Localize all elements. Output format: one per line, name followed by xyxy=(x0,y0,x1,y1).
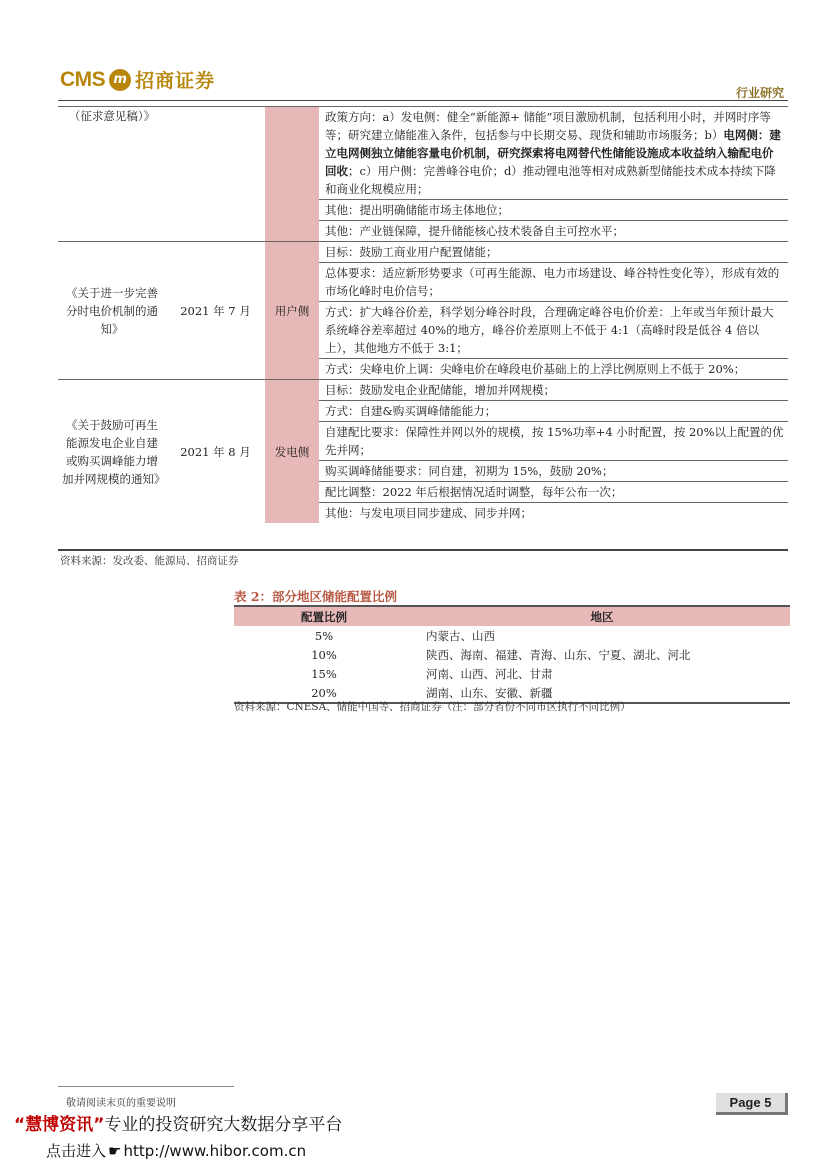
table-row xyxy=(58,380,788,401)
policy-name-cell: （征求意见稿）》 xyxy=(58,107,166,242)
detail-text: 总体要求：适应新形势要求（可再生能源、电力市场建设、峰谷特性变化等），形成有效的市场化峰时电价信号； xyxy=(325,266,780,298)
promo-quote-close: ” xyxy=(93,1115,105,1135)
promo-enter-label[interactable]: 点击进入 xyxy=(46,1142,107,1160)
detail-text: 配比调整：2022 年后根据情况适时调整，每年公布一次； xyxy=(325,485,623,499)
region-cell: 河南、山西、河北、甘肃 xyxy=(426,666,553,681)
detail-text: 政策方向：a）发电侧：健全“新能源+ 储能”项目激励机制，包括利用小时，并网时序等等；研究建立储能准入条件，包括参与中长期交易、现货和辅助市场服务；b） xyxy=(325,110,771,142)
promo-banner xyxy=(14,1110,342,1135)
promo-text: 专业的投资研究大数据分享平台 xyxy=(104,1115,343,1135)
policy-name-cell: 《关于鼓励可再生能源发电企业自建或购买调峰能力增加并网规模的通知》 xyxy=(62,417,166,486)
policy-date-cell xyxy=(166,107,265,242)
detail-text-tail: ；c）用户侧：完善峰谷电价；d）推动锂电池等相对成熟新型储能技术成本持续下降和商业化规模应用； xyxy=(325,164,776,196)
promo-link-row[interactable] xyxy=(46,1140,306,1161)
logo-cms-text: CMS xyxy=(60,67,106,91)
policy-detail-cell xyxy=(319,242,788,263)
ratio-cell: 5% xyxy=(314,628,334,643)
policy-name-cell: 《关于进一步完善分时电价机制的通知》 xyxy=(58,242,166,380)
policy-detail-cell xyxy=(319,401,788,422)
promo-quote-open: “ xyxy=(14,1115,26,1135)
policy-table xyxy=(58,107,788,523)
policy-detail-cell xyxy=(319,302,788,359)
region-cell: 内蒙古、山西 xyxy=(426,628,495,643)
policy-detail-cell xyxy=(319,359,788,380)
detail-emphasis: 电网侧：建立电网侧独立储能容量电价机制，研究探索将电网替代性储能设施成本收益纳入输配电价回收 xyxy=(325,128,781,178)
cms-logo xyxy=(60,66,215,93)
table1-bottom-border xyxy=(58,549,788,551)
page-number: Page 5 xyxy=(716,1093,788,1115)
section-label: 行业研究 xyxy=(735,86,784,100)
policy-detail-cell xyxy=(319,503,788,524)
policy-detail-cell xyxy=(319,221,788,242)
ratio-cell: 10% xyxy=(311,647,337,662)
table-row xyxy=(234,645,790,664)
table-row xyxy=(234,626,790,645)
footer-divider xyxy=(58,1086,234,1087)
policy-side-cell: 发电侧 xyxy=(265,380,319,524)
policy-detail-cell xyxy=(319,482,788,503)
table-row xyxy=(234,664,790,683)
detail-text: 方式：自建&购买调峰储能能力； xyxy=(325,404,497,418)
region-cell: 湖南、山东、安徽、新疆 xyxy=(414,683,790,703)
storage-ratio-table xyxy=(234,605,790,704)
policy-side-cell xyxy=(265,107,319,242)
logo-mark-icon: m xyxy=(109,69,131,91)
detail-text: 其他：提出明确储能市场主体地位； xyxy=(325,203,509,217)
table2-header-region: 地区 xyxy=(414,606,790,626)
table-row xyxy=(58,242,788,263)
detail-text: 方式：尖峰电价上调：尖峰电价在峰段电价基础上的上浮比例原则上不低于 20%； xyxy=(325,362,746,376)
policy-date-cell: 2021 年 7 月 xyxy=(166,242,265,380)
ratio-cell: 20% xyxy=(234,683,414,703)
logo-company-name: 招商证券 xyxy=(135,70,216,92)
detail-text: 目标：鼓励发电企业配储能，增加并网规模； xyxy=(325,383,555,397)
detail-text: 目标：鼓励工商业用户配置储能； xyxy=(325,245,498,259)
policy-date-cell: 2021 年 8 月 xyxy=(180,444,251,459)
page-header xyxy=(58,62,788,102)
pointing-hand-icon: ☛ xyxy=(108,1141,122,1160)
policy-detail-cell xyxy=(319,107,788,200)
promo-url-link[interactable]: http://www.hibor.com.cn xyxy=(123,1141,307,1160)
header-divider xyxy=(58,100,788,101)
policy-detail-cell xyxy=(319,422,788,461)
policy-detail-cell xyxy=(319,380,788,401)
table1-source: 资料来源：发改委、能源局、招商证券 xyxy=(60,555,239,567)
promo-brand: 慧博资讯 xyxy=(25,1115,94,1135)
table2-header-ratio: 配置比例 xyxy=(234,606,414,626)
table2-source: 资料来源：CNESA、储能中国等、招商证券（注：部分省份不同市区执行不同比例） xyxy=(234,701,631,713)
policy-detail-cell xyxy=(319,461,788,482)
policy-detail-cell xyxy=(319,263,788,302)
table-row xyxy=(58,107,788,200)
detail-text: 其他：与发电项目同步建成、同步并网； xyxy=(325,506,532,520)
disclaimer-note: 敬请阅读末页的重要说明 xyxy=(66,1098,176,1109)
ratio-cell: 15% xyxy=(311,666,337,681)
detail-text: 购买调峰储能要求：同自建，初期为 15%，鼓励 20%； xyxy=(325,464,614,478)
detail-text: 自建配比要求：保障性并网以外的规模，按 15%功率+4 小时配置，按 20%以上配置的优先并网； xyxy=(325,425,784,457)
policy-detail-cell xyxy=(319,200,788,221)
table2-header-row xyxy=(234,606,790,626)
detail-text: 其他：产业链保障，提升储能核心技术装备自主可控水平； xyxy=(325,224,624,238)
detail-text: 方式：扩大峰谷价差，科学划分峰谷时段，合理确定峰谷电价价差：上年或当年预计最大系统峰谷差率超过 40%的地方，峰谷价差原则上不低于 4:1（高峰时段是低谷 4 倍以上），其他地方不低于 3:1； xyxy=(325,305,774,355)
policy-side-cell: 用户侧 xyxy=(265,242,319,380)
region-cell: 陕西、海南、福建、青海、山东、宁夏、湖北、河北 xyxy=(426,647,691,662)
table2-title: 表 2：部分地区储能配置比例 xyxy=(234,589,398,604)
